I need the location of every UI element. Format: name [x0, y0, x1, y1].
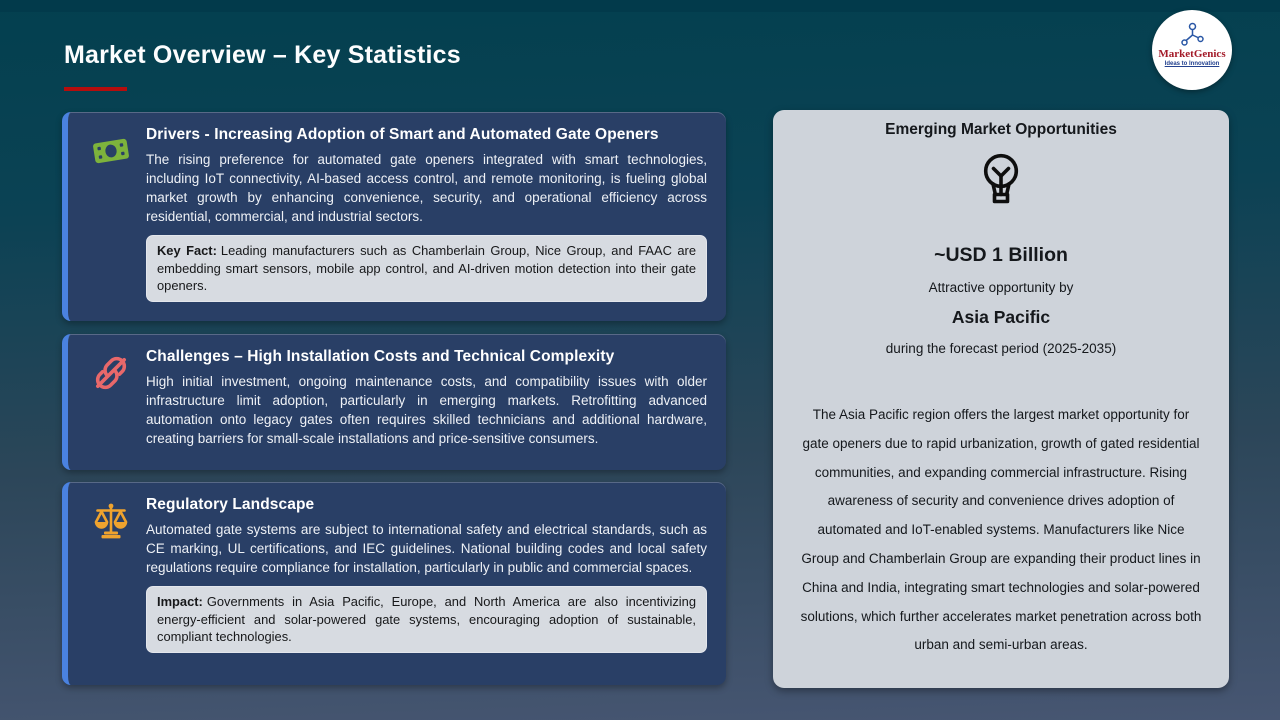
card-drivers [62, 112, 726, 321]
impact-box [146, 586, 707, 653]
callout-label: Impact: [157, 594, 203, 609]
scales-icon [90, 500, 132, 542]
marketgenics-logo [1152, 10, 1232, 90]
opportunity-description: The Asia Pacific region offers the largest market opportunity for gate openers due to rapid urbanization, growth of gated residential communities, and expanding commercial infrastructure. Rising awareness of security and convenience drives adoption of automated and IoT-enabled systems. Manufacturers like Nice Group and Chamberlain Group are expanding their product lines in China and India, integrating smart technologies and solar-powered solutions, which further accelerates market penetration across both urban and semi-urban areas. [800, 407, 1202, 653]
broken-link-icon [90, 352, 132, 394]
title-underline [64, 87, 127, 91]
opportunity-region: Asia Pacific [951, 307, 1051, 327]
opportunity-period: during the forecast period (2025-2035) [885, 341, 1117, 356]
money-icon [90, 130, 132, 172]
logo-name: MarketGenics [1158, 48, 1226, 60]
page-title: Market Overview – Key Statistics [64, 41, 461, 69]
top-accent-band [0, 0, 1280, 12]
card-body: High initial investment, ongoing maintenance costs, and compatibility issues with older infrastructure limit adoption, particularly in emerging markets. Retrofitting advanced automation onto legacy gates often requires skilled technicians and additional hardware, creating barriers for small-scale installations and price-sensitive consumers. [146, 374, 707, 446]
logo-tagline: Ideas to Innovation [1164, 61, 1220, 67]
card-regulatory [62, 482, 726, 685]
card-body: Automated gate systems are subject to international safety and electrical standards, such as CE marking, UL certifications, and IEC guidelines. National building codes and local safety regulations require compliance for installation, particularly in public and commercial spaces. [146, 522, 707, 575]
key-fact-box [146, 235, 707, 302]
opportunity-subtitle: Attractive opportunity by [928, 280, 1074, 295]
callout-text: Governments in Asia Pacific, Europe, and North America are also incentivizing energy-efficient and solar-powered gate systems, encouraging adoption of sustainable, compliant technologies. [157, 594, 696, 645]
card-title: Challenges – High Installation Costs and Technical Complexity [146, 348, 615, 365]
callout-text: Leading manufacturers such as Chamberlain Group, Nice Group, and FAAC are embedding smart sensors, mobile app control, and AI-driven motion detection into their gate openers. [157, 243, 697, 294]
lightbulb-icon [977, 152, 1025, 210]
panel-title: Emerging Market Opportunities [885, 121, 1117, 138]
card-challenges [62, 334, 726, 470]
opportunity-panel [773, 110, 1229, 688]
opportunity-value: ~USD 1 Billion [934, 244, 1068, 266]
callout-label: Key Fact: [157, 243, 217, 258]
card-title: Regulatory Landscape [146, 496, 315, 513]
card-title: Drivers - Increasing Adoption of Smart and Automated Gate Openers [146, 126, 659, 143]
molecule-icon [1179, 22, 1206, 47]
card-body: The rising preference for automated gate openers integrated with smart technologies, including IoT connectivity, AI-based access control, and remote monitoring, is fueling global market growth by enhancing convenience, security, and operational efficiency across residential, commercial, and industrial sectors. [146, 152, 707, 224]
